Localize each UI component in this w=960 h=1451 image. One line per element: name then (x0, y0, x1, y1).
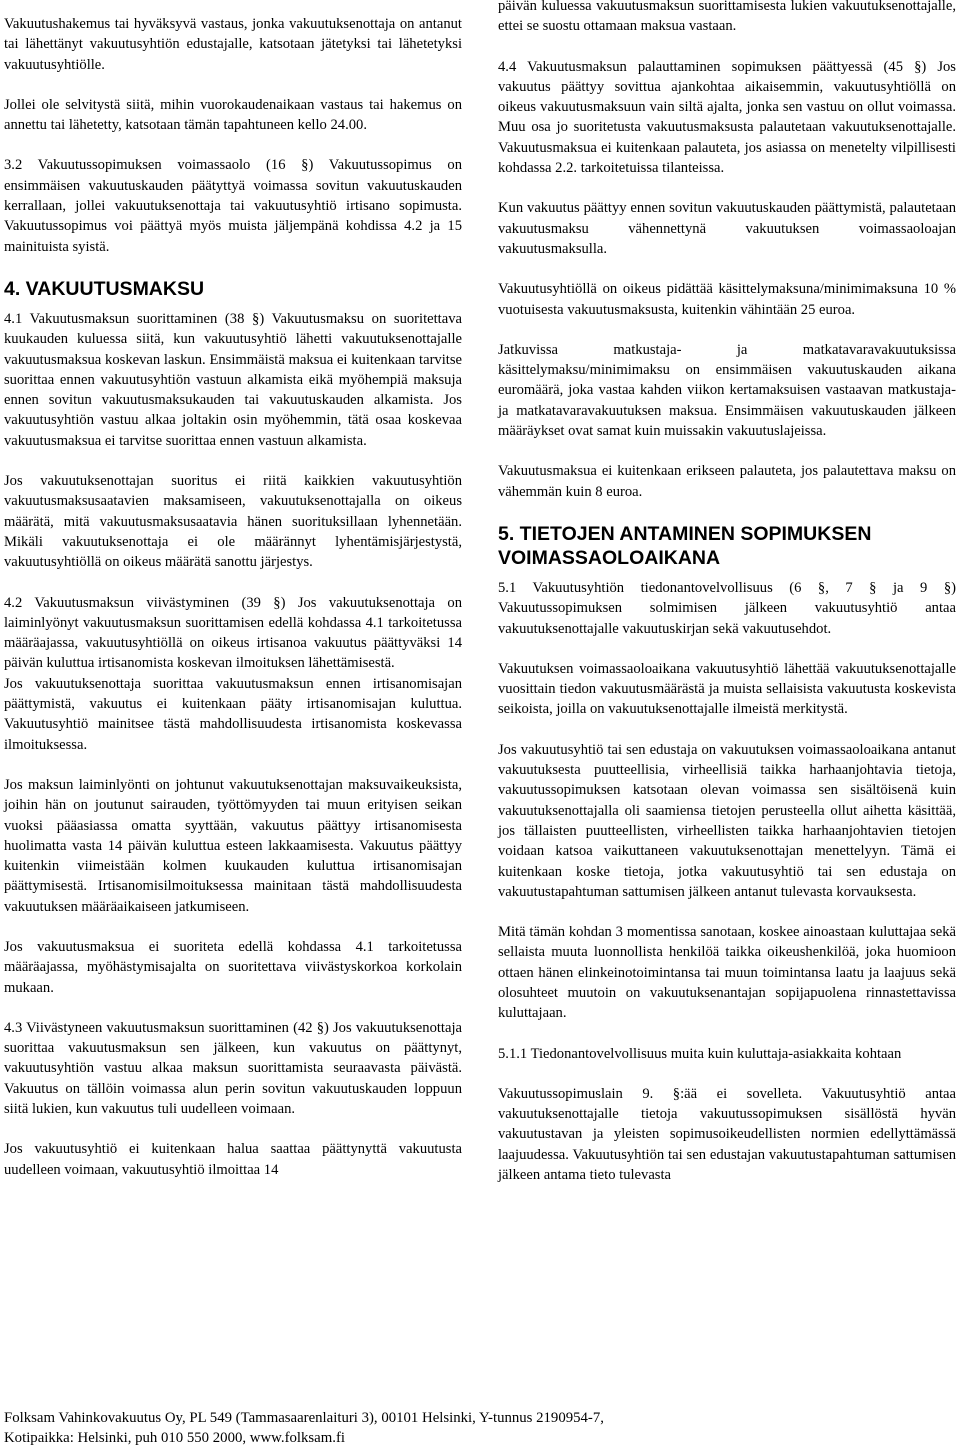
paragraph-5-1-information-duty: 5.1 Vakuutusyhtiön tiedonantovelvollisuus (6 §, 7 § ja 9 §) Vakuutussopimuksen solmimisen jälkeen vakuutusyhtiö antaa vakuutuksenottajalle vakuutuskirjan sekä vakuutusehdot. (498, 579, 956, 637)
paragraph-handling-fee: Vakuutusyhtiöllä on oikeus pidättää käsittelymaksuna/minimimaksuna 10 % vuotuisesta vakuutusmaksusta, kuitenkin vähintään 25 euroa. (498, 281, 956, 318)
paragraph-4-4-refund: 4.4 Vakuutusmaksun palauttaminen sopimuksen päättyessä (45 §) Jos vakuutus päättyy sovittua ajankohtaa aikaisemmin, vakuutusyhtiöllä on oikeus vakuutusmaksuun vain siltä ajalta, jonka sen vastuu on ollut voimassa. Muu osa jo suoritetusta vakuutusmaksusta palautetaan vakuutuksenottajalle. Vakuutusmaksua ei kuitenkaan palauteta, jos asiassa on menetelty vilpillisesti kohdassa 2.2. tarkoitetuissa tilanteissa. (498, 58, 956, 177)
paragraph-time-of-day: Jollei ole selvitystä siitä, mihin vuorokaudenaikaan vastaus tai hakemus on annettu tai lähetetty, katsotaan tämän tapahtuneen kello 24.00. (4, 96, 462, 134)
left-column (4, 14, 462, 1180)
paragraph-refusal-continued: päivän kuluessa vakuutusmaksun suorittamisesta lukien vakuutuksenottajalle, ettei se suostu ottamaan maksua vastaan. (498, 0, 956, 35)
paragraph-non-consumer-information: Vakuutussopimuslain 9. §:ää ei sovelleta. Vakuutusyhtiö antaa vakuutuksenottajalle tietoja vakuutussopimuksen sisällöstä hyvän vakuutustavan ja yleisten sopimusoikeudellisten normien edellyttämässä laajuudessa. Vakuutusyhtiön tai sen edustajan vakuutustapahtuman sattumisen jälkeen antama tieto tulevasta (498, 1085, 956, 1184)
paragraph-payment-allocation: Jos vakuutuksenottajan suoritus ei riitä kaikkien vakuutusyhtiön vakuutusmaksusaatavien maksamiseen, vakuutuksenottajalla on oikeus määrätä, mitä vakuutusmaksusaatavia hänen suorituksillaan lyhennetään. Mikäli vakuutuksenottaja ei ole määrännyt lyhentämisjärjestystä, vakuutusyhtiöllä on oikeus määrätä sanottu järjestys. (4, 473, 462, 571)
paragraph-4-1-payment: 4.1 Vakuutusmaksun suorittaminen (38 §) Vakuutusmaksu on suoritettava kuukauden kuluessa siitä, kun vakuutusyhtiö lähetti vakuutuksenottajalle vakuutusmaksua koskevan laskun. Ensimmäistä maksua ei kuitenkaan tarvitse suorittaa ennen vakuutusyhtiön vastuun alkamista eikä myöhempiä maksuja ennen sovitun vakuutusmaksukauden tai vakuutuskauden alkamista. Jos vakuutusyhtiön vastuu alkaa joltakin osin myöhemmin, tätä osaa koskevaa vakuutusmaksua ei tarvitse suorittaa ennen vastuun alkamista. (4, 310, 462, 449)
paragraph-annual-information: Vakuutuksen voimassaoloaikana vakuutusyhtiö lähettää vakuutuksenottajalle vuosittain tiedon vakuutusmäärästä ja muista sellaisista vakuutusta koskevista seikoista, joilla on vakuutuksenottajalle ilmeistä merkitystä. (498, 660, 956, 718)
paragraph-consumer-scope: Mitä tämän kohdan 3 momentissa sanotaan, koskee ainoastaan kuluttajaa sekä sellaista muuta luonnollista henkilöä taikka oikeushenkilöä, joka huomioon ottaen hänen elinkeinotoimintansa tai muun toimintansa laatu ja laajuus sekä olosuhteet muutoin on vakuutuksenantajan sopijapuolena rinnastettavissa kuluttajaan. (498, 924, 956, 1022)
paragraph-4-3-late-payment: 4.3 Viivästyneen vakuutusmaksun suorittaminen (42 §) Jos vakuutuksenottaja suorittaa vakuutusmaksun sen jälkeen, kun vakuutus on päättynyt, vakuutusyhtiön vastuu alkaa maksun suorittamista seuraavasta päivästä. Vakuutus on tällöin voimassa alun perin sovitun vakuutuskauden loppuun siitä lukien, kun vakuutus tuli uudelleen voimaan. (4, 1019, 462, 1118)
footer-contact-line: Kotipaikka: Helsinki, puh 010 550 2000, www.folksam.fi (4, 1430, 345, 1446)
paragraph-minimum-refund: Vakuutusmaksua ei kuitenkaan erikseen palauteta, jos palautettava maksu on vähemmän kuin 8 euroa. (498, 463, 956, 500)
paragraph-late-interest: Jos vakuutusmaksua ei suoriteta edellä kohdassa 4.1 tarkoitetussa määräajassa, myöhästymisajalta on suoritettava viivästyskorkoa korkolain mukaan. (4, 938, 462, 996)
paragraph-payment-before-termination: Jos vakuutuksenottaja suorittaa vakuutusmaksun ennen irtisanomisajan päättymistä, vakuutus ei kuitenkaan pääty irtisanomisajan kuluttua. Vakuutusyhtiö mainitsee tästä mahdollisuudesta irtisanomista koskevassa ilmoituksessa. (4, 675, 462, 753)
page-footer (4, 1408, 954, 1448)
paragraph-4-2-delay: 4.2 Vakuutusmaksun viivästyminen (39 §) Jos vakuutuksenottaja on laiminlyönyt vakuutusmaksun suorittamisen edellä kohdassa 4.1 tarkoitetussa määräajassa, vakuutusyhtiöllä on oikeus irtisanoa vakuutus päättyväksi 14 päivän kuluttua irtisanomista koskevan ilmoituksen lähettämisestä. (4, 594, 462, 672)
paragraph-application-delivery: Vakuutushakemus tai hyväksyvä vastaus, jonka vakuutuksenottaja on antanut tai lähettänyt vakuutusyhtiön edustajalle, katsotaan jätetyksi tai lähetetyksi vakuutusyhtiölle. (4, 16, 462, 73)
paragraph-refusal: Jos vakuutusyhtiö ei kuitenkaan halua saattaa päättynyttä vakuutusta uudelleen voimaan, vakuutusyhtiö ilmoittaa 14 (4, 1141, 462, 1178)
paragraph-refund-early-end: Kun vakuutus päättyy ennen sovitun vakuutuskauden päättymistä, palautetaan vakuutusmaksu vähennettynä vakuutuksen voimassaoloajan vakuutusmaksulla. (498, 200, 956, 257)
paragraph-misleading-information: Jos vakuutusyhtiö tai sen edustaja on vakuutuksen voimassaoloaikana antanut vakuutuksesta puutteellisia, virheellisiä taikka harhaanjohtavia tietoja, vakuutussopimuksen katsotaan olevan voimassa sen sisältöisenä kuin vakuutuksenottajalla oli saamiensa tietojen perusteella ollut aihetta käsittää, jos tällaisten puutteellisten, virheellisten taikka harhaanjohtavien tietojen voidaan katsoa vaikuttaneen vakuutuksenottajan menettelyyn. Tämä ei kuitenkaan koske tietoja, jotka vakuutusyhtiö tai sen edustaja on vakuutustapahtuman sattumisen jälkeen antanut tulevasta korvauksesta. (498, 741, 956, 900)
paragraph-payment-difficulties: Jos maksun laiminlyönti on johtunut vakuutuksenottajan maksuvaikeuksista, joihin hän on joutunut sairauden, työttömyyden tai muun erityisen seikan vuoksi pääasiassa omatta syyttään, vakuutus päättyy irtisanomisesta huolimatta vasta 14 päivän kuluttua esteen lakkaamisesta. Vakuutus päättyy kuitenkin viimeistään kolmen kuukauden kuluttua irtisanomisajan päättymisestä. Irtisanomisilmoituksessa mainitaan tästä mahdollisuudesta vakuutuksen määräaikaiseen jatkumiseen. (4, 776, 462, 915)
footer-company-line: Folksam Vahinkovakuutus Oy, PL 549 (Tammasaarenlaituri 3), 00101 Helsinki, Y-tunnus 2190954-7, (4, 1410, 604, 1426)
paragraph-5-1-1-heading: 5.1.1 Tiedonantovelvollisuus muita kuin kuluttaja-asiakkaita kohtaan (498, 1045, 902, 1062)
paragraph-travel-insurance-fee: Jatkuvissa matkustaja- ja matkatavaravakuutuksissa käsittelymaksu/minimimaksu on ensimmäisen vakuutuskauden aikana euromäärä, joka vastaa kahden viikon kertamaksuisen vastaavan matkustaja- ja matkatavaravakuutuksen maksua. Ensimmäisen vakuutuskauden jälkeen määräykset ovat samat kuin muissakin vakuutuslajeissa. (498, 341, 956, 440)
paragraph-3-2-validity: 3.2 Vakuutussopimuksen voimassaolo (16 §) Vakuutussopimus on ensimmäisen vakuutuskauden päätyttyä voimassa sovitun vakuutuskauden kerrallaan, jollei vakuutuksenottaja tai vakuutusyhtiö irtisano sopimusta. Vakuutussopimus voi päättyä myös muista jäljempänä kohdissa 4.2 ja 15 mainituista syistä. (4, 157, 462, 255)
right-column (498, 0, 956, 1185)
section-heading-4: 4. VAKUUTUSMAKSU (4, 277, 205, 300)
section-heading-5: 5. TIETOJEN ANTAMINEN SOPIMUKSEN VOIMASSAOLOAIKANA (498, 522, 872, 569)
